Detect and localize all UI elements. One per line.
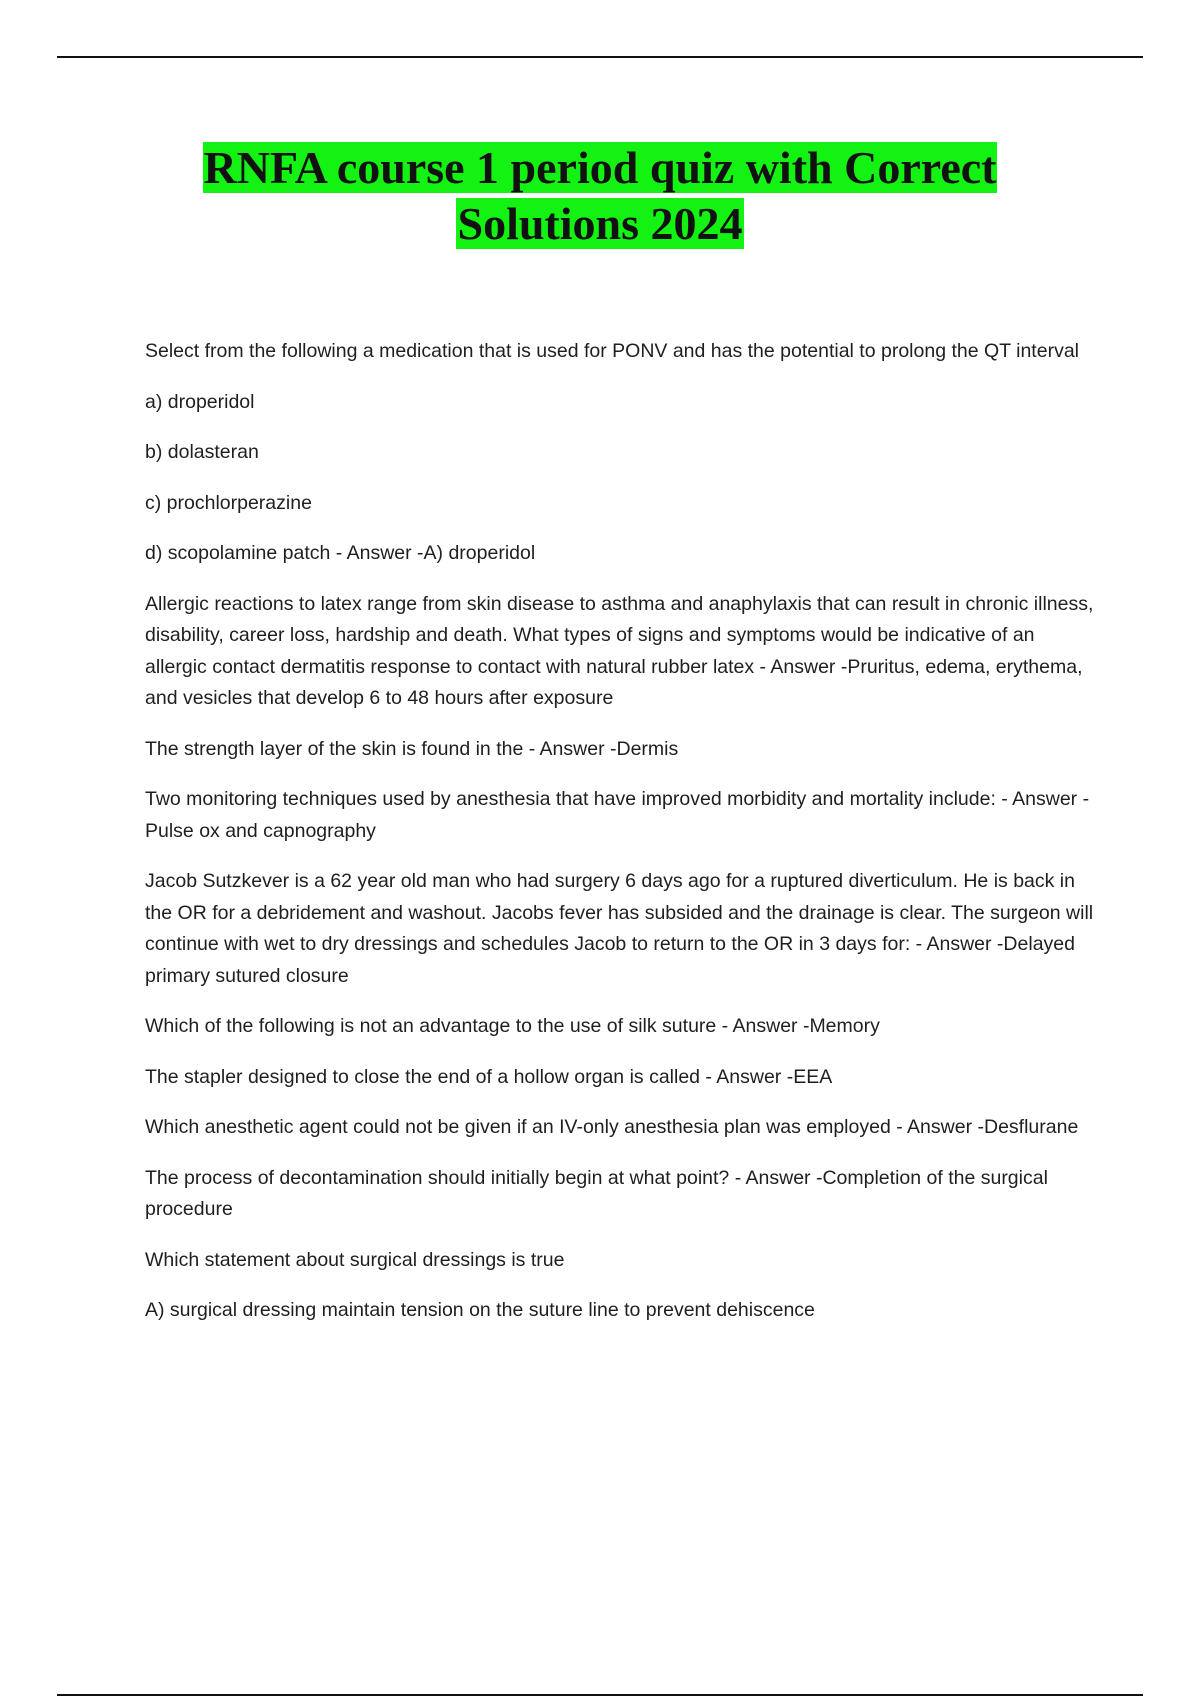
question-paragraph: The process of decontamination should initially begin at what point? - Answer -Completion of the surgical procedure — [145, 1166, 1048, 1220]
question-paragraph: Select from the following a medication that is used for PONV and has the potential to prolong the QT interval — [145, 340, 1079, 362]
option-paragraph: A) surgical dressing maintain tension on the suture line to prevent dehiscence — [145, 1299, 815, 1321]
quiz-content — [145, 336, 1095, 1346]
option-paragraph: a) droperidol — [145, 390, 255, 413]
question-paragraph: Jacob Sutzkever is a 62 year old man who had surgery 6 days ago for a ruptured diverticulum. He is back in the OR for a debridement and washout. Jacobs fever has subsided and the drainage is clear. The surgeon will continue with wet to dry dressings and schedules Jacob to return to the OR in 3 days for: - Answer -Delayed primary sutured closure — [145, 870, 1094, 987]
title-block — [0, 140, 1200, 252]
bottom-rule — [57, 1694, 1143, 1696]
question-paragraph: Allergic reactions to latex range from skin disease to asthma and anaphylaxis that can result in chronic illness, disability, career loss, hardship and death. What types of signs and symptoms would be indicative of an allergic contact dermatitis response to contact with natural rubber latex - Answer -Pruritus, edema, erythema, and vesicles that develop 6 to 48 hours after exposure — [145, 592, 1094, 709]
question-paragraph: Which of the following is not an advantage to the use of silk suture - Answer -Memory — [145, 1015, 880, 1037]
question-paragraph: Which statement about surgical dressings is true — [145, 1248, 565, 1271]
option-answer-paragraph: d) scopolamine patch - Answer -A) droperidol — [145, 542, 536, 564]
option-paragraph: b) dolasteran — [145, 441, 259, 463]
question-paragraph: The stapler designed to close the end of a hollow organ is called - Answer -EEA — [145, 1065, 833, 1088]
title-line-1: RNFA course 1 period quiz with Correct — [203, 142, 997, 193]
page-title — [0, 140, 1200, 252]
question-paragraph: The strength layer of the skin is found in the - Answer -Dermis — [145, 737, 679, 760]
top-rule — [57, 56, 1143, 58]
question-paragraph: Which anesthetic agent could not be given if an IV-only anesthesia plan was employed - Answer -Desflurane — [145, 1116, 1079, 1138]
question-paragraph: Two monitoring techniques used by anesthesia that have improved morbidity and mortality include: - Answer -Pulse ox and capnography — [145, 788, 1090, 842]
option-paragraph: c) prochlorperazine — [145, 491, 312, 514]
title-line-2: Solutions 2024 — [457, 198, 743, 249]
